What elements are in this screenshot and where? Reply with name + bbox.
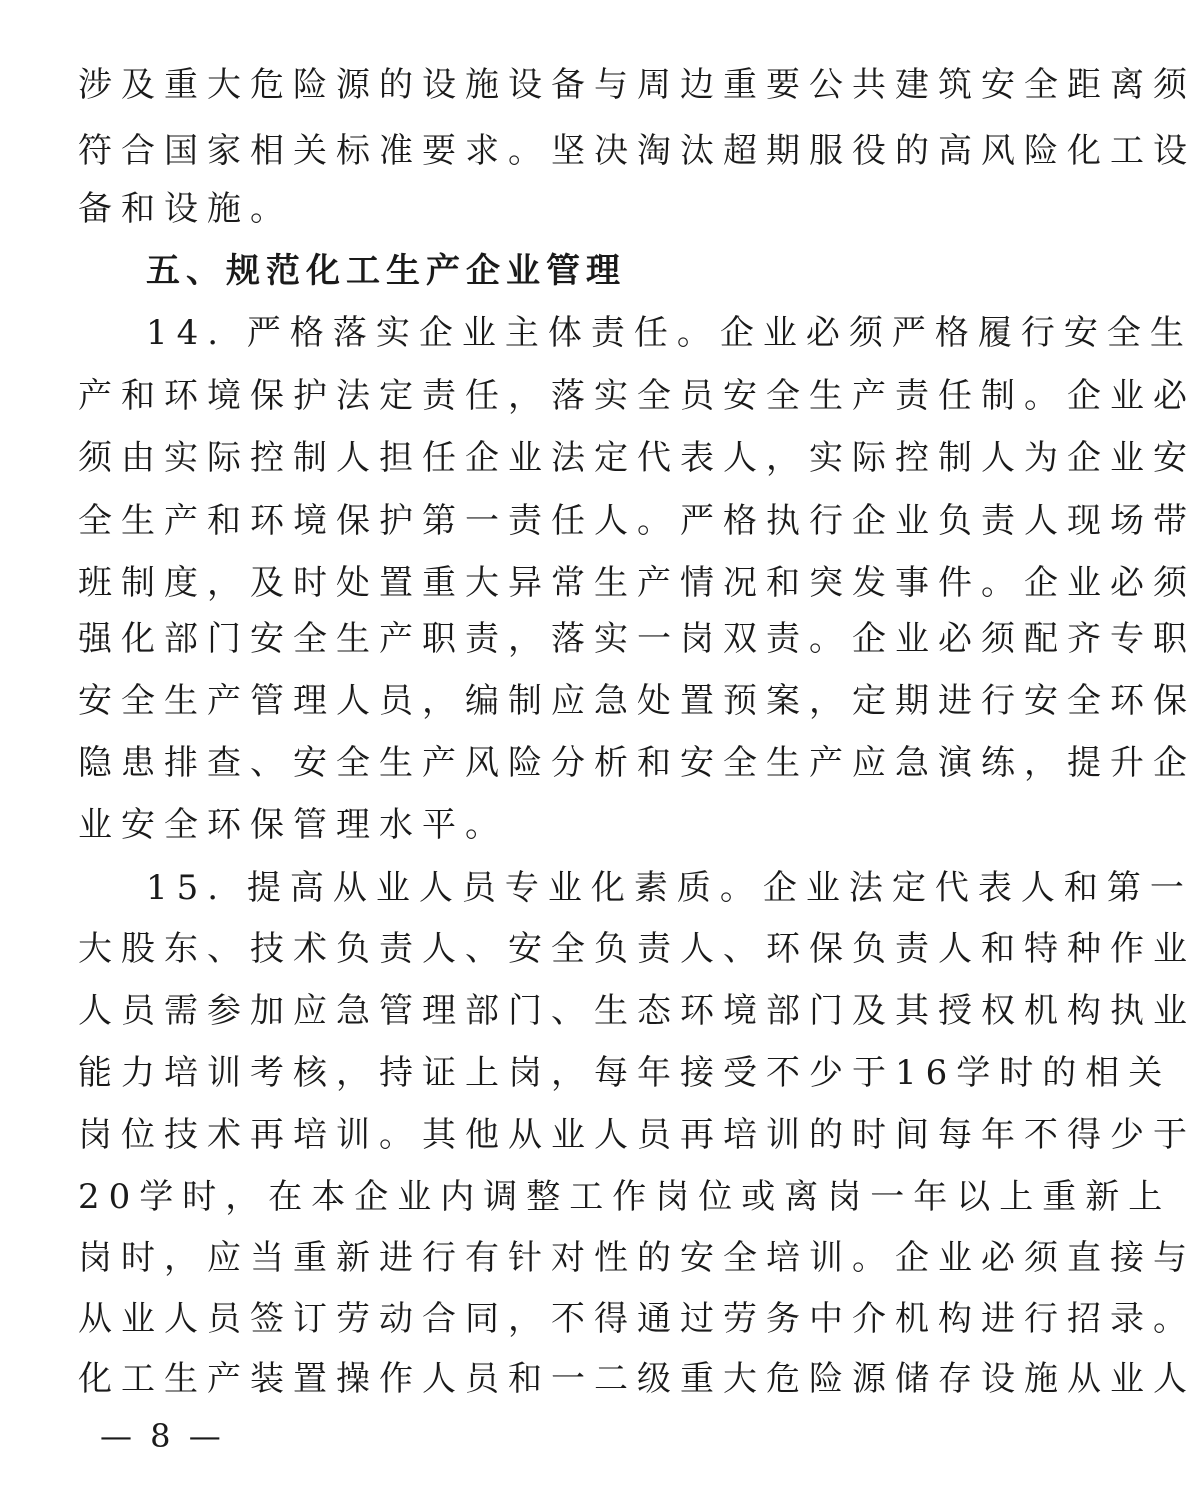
text-line: 14. 严格落实企业主体责任。企业必须严格履行安全生 xyxy=(146,313,1193,353)
text-line: 化工生产装置操作人员和一二级重大危险源储存设施从业人 xyxy=(78,1359,1196,1399)
text-line: 大股东、技术负责人、安全负责人、环保负责人和特种作业 xyxy=(78,929,1196,969)
text-line: 人员需参加应急管理部门、生态环境部门及其授权机构执业 xyxy=(78,991,1196,1031)
text-line: 岗时，应当重新进行有针对性的安全培训。企业必须直接与 xyxy=(78,1238,1196,1278)
text-line: 隐患排查、安全生产风险分析和安全生产应急演练，提升企 xyxy=(78,743,1196,783)
text-line: 安全生产管理人员，编制应急处置预案，定期进行安全环保 xyxy=(78,681,1196,721)
text-line: 15. 提高从业人员专业化素质。企业法定代表人和第一 xyxy=(146,868,1193,908)
text-line: 涉及重大危险源的设施设备与周边重要公共建筑安全距离须 xyxy=(78,65,1196,105)
text-line: 符合国家相关标准要求。坚决淘汰超期服役的高风险化工设 xyxy=(78,131,1196,171)
section-heading: 五、规范化工生产企业管理 xyxy=(146,251,626,291)
text-line: 岗位技术再培训。其他从业人员再培训的时间每年不得少于 xyxy=(78,1115,1196,1155)
text-line: 强化部门安全生产职责，落实一岗双责。企业必须配齐专职 xyxy=(78,619,1196,659)
text-line: 备和设施。 xyxy=(78,189,293,229)
text-line: 班制度，及时处置重大异常生产情况和突发事件。企业必须 xyxy=(78,563,1196,603)
text-line: 产和环境保护法定责任，落实全员安全生产责任制。企业必 xyxy=(78,376,1196,416)
text-line: 全生产和环境保护第一责任人。严格执行企业负责人现场带 xyxy=(78,501,1196,541)
text-line: 20学时，在本企业内调整工作岗位或离岗一年以上重新上 xyxy=(78,1177,1172,1217)
text-line: 业安全环保管理水平。 xyxy=(78,805,508,845)
text-line: 能力培训考核，持证上岗，每年接受不少于16学时的相关 xyxy=(78,1053,1172,1093)
text-line: 须由实际控制人担任企业法定代表人，实际控制人为企业安 xyxy=(78,438,1196,478)
text-line: 从业人员签订劳动合同，不得通过劳务中介机构进行招录。 xyxy=(78,1299,1196,1339)
page-number: — 8 — xyxy=(100,1417,225,1455)
